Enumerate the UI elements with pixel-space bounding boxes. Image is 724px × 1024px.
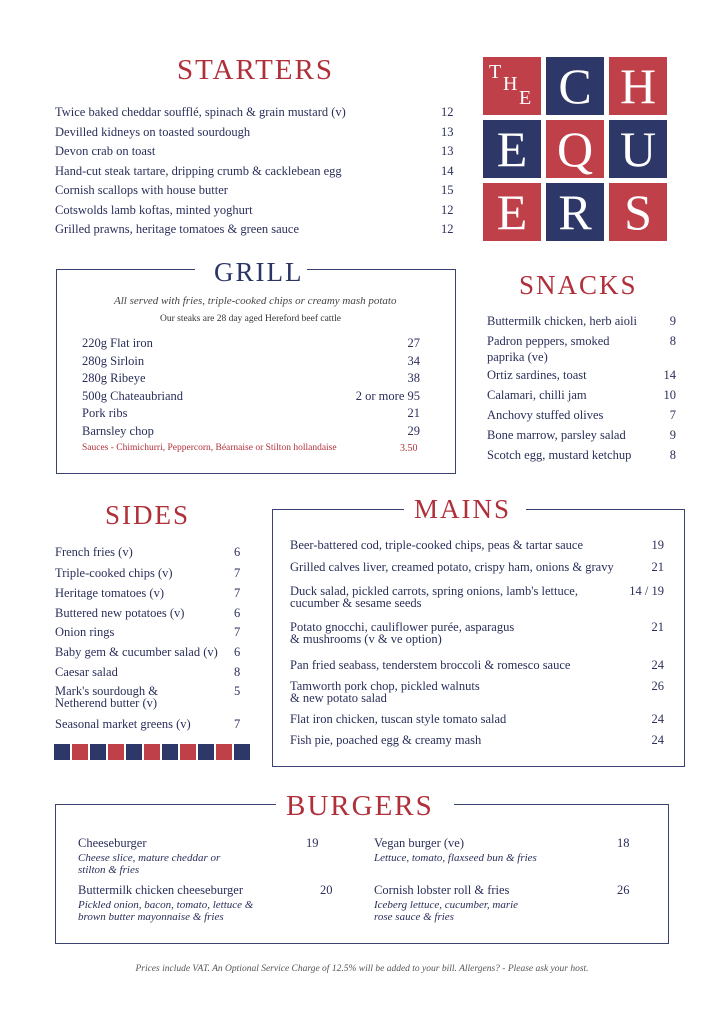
footer-note: Prices include VAT. An Optional Service Charge of 12.5% will be added to your bill. Allergens? - Please ask your host. [135, 964, 589, 974]
burger-item [374, 883, 644, 927]
burgers-title: BURGERS [286, 790, 434, 822]
logo-tile: T H E [483, 57, 541, 115]
burger-desc: brown butter mayonnaise & fries [78, 911, 224, 923]
burger-item [78, 883, 338, 927]
burger-desc: Cheese slice, mature cheddar or [78, 852, 221, 864]
burger-desc: Lettuce, tomato, flaxseed bun & fries [374, 852, 537, 864]
burger-name: Cheeseburger [78, 836, 147, 850]
burger-price: 19 [306, 836, 319, 850]
burger-desc: stilton & fries [78, 864, 140, 876]
logo-tile: R [546, 183, 604, 241]
grill-sauces-price: 3.50 [400, 443, 418, 454]
grill-list: 220g Flat iron 27 280g Sirloin 34 280g Ribeye 38 500g Chateaubriand 2 or more 95 Pork ribs 21 Barnsley chop 29 [82, 336, 420, 438]
burger-price: 26 [617, 883, 630, 897]
mains-title: MAINS [414, 494, 512, 524]
sides-list: French fries (v) 6 Triple-cooked chips (v) 7 Heritage tomatoes (v) 7 Buttered new potatoes (v) 6 Onion rings 7 Baby gem & cucumber salad (v) 6 Caesar salad 8 Mark's sourdough & 5 Netherend butter (v) Seasonal market greens (v) 7 [55, 545, 241, 731]
burger-price: 18 [617, 836, 630, 850]
grill-sauces: Sauces - Chimichurri, Peppercorn, Béarnaise or Stilton hollandaise [82, 443, 337, 453]
burger-name: Buttermilk chicken cheeseburger [78, 883, 243, 897]
grill-note: Our steaks are 28 day aged Hereford beef cattle [160, 314, 341, 324]
starters-title: STARTERS [177, 54, 334, 86]
logo-tile: H [609, 57, 667, 115]
grill-title: GRILL [214, 257, 304, 287]
starters-list: Twice baked cheddar soufflé, spinach & grain mustard (v) 12 Devilled kidneys on toasted sourdough 13 Devon crab on toast 13 Hand-cut steak tartare, dripping crumb & cacklebean egg 14 Cornish scallops with house butter 15 Cotswolds lamb koftas, minted yoghurt 12 Grilled prawns, heritage tomatoes & green sauce 12 [55, 105, 454, 236]
logo-tile: E [483, 120, 541, 178]
logo-tile: Q [546, 120, 604, 178]
snacks-title: SNACKS [519, 270, 638, 300]
snacks-list: Buttermilk chicken, herb aioli 9 Padron peppers, smoked 8 paprika (ve) Ortiz sardines, toast 14 Calamari, chilli jam 10 Anchovy stuffed olives 7 Bone marrow, parsley salad 9 Scotch egg, mustard ketchup 8 [487, 314, 676, 462]
burger-desc: Iceberg lettuce, cucumber, marie [374, 899, 519, 911]
logo-tile: U [609, 120, 667, 178]
mains-list: Beer-battered cod, triple-cooked chips, peas & tartar sauce 19 Grilled calves liver, creamed potato, crispy ham, onions & gravy 21 Duck salad, pickled carrots, spring onions, lamb's lettuce, 14 / 19 cucumber & sesame seeds Potato gnocchi, cauliflower purée, asparagus 21 & mushrooms (v & ve option) Pan fried seabass, tenderstem broccoli & romesco sauce 24 Tamworth pork chop, pickled walnuts 26 & new potato salad Flat iron chicken, tuscan style tomato salad 24 Fish pie, poached egg & creamy mash 24 [290, 538, 664, 747]
decorative-squares [54, 744, 250, 760]
burger-price: 20 [320, 883, 333, 897]
logo-tile: E [483, 183, 541, 241]
burger-item [78, 836, 338, 880]
burger-desc: rose sauce & fries [374, 911, 454, 923]
logo-tile: S [609, 183, 667, 241]
grill-subtitle: All served with fries, triple-cooked chips or creamy mash potato [114, 295, 397, 307]
logo [483, 57, 669, 243]
logo-tile: C [546, 57, 604, 115]
burger-desc: Pickled onion, bacon, tomato, lettuce & [78, 899, 254, 911]
sides-title: SIDES [105, 500, 191, 530]
burger-item [374, 836, 644, 880]
burger-name: Cornish lobster roll & fries [374, 883, 510, 897]
burger-name: Vegan burger (ve) [374, 836, 465, 850]
